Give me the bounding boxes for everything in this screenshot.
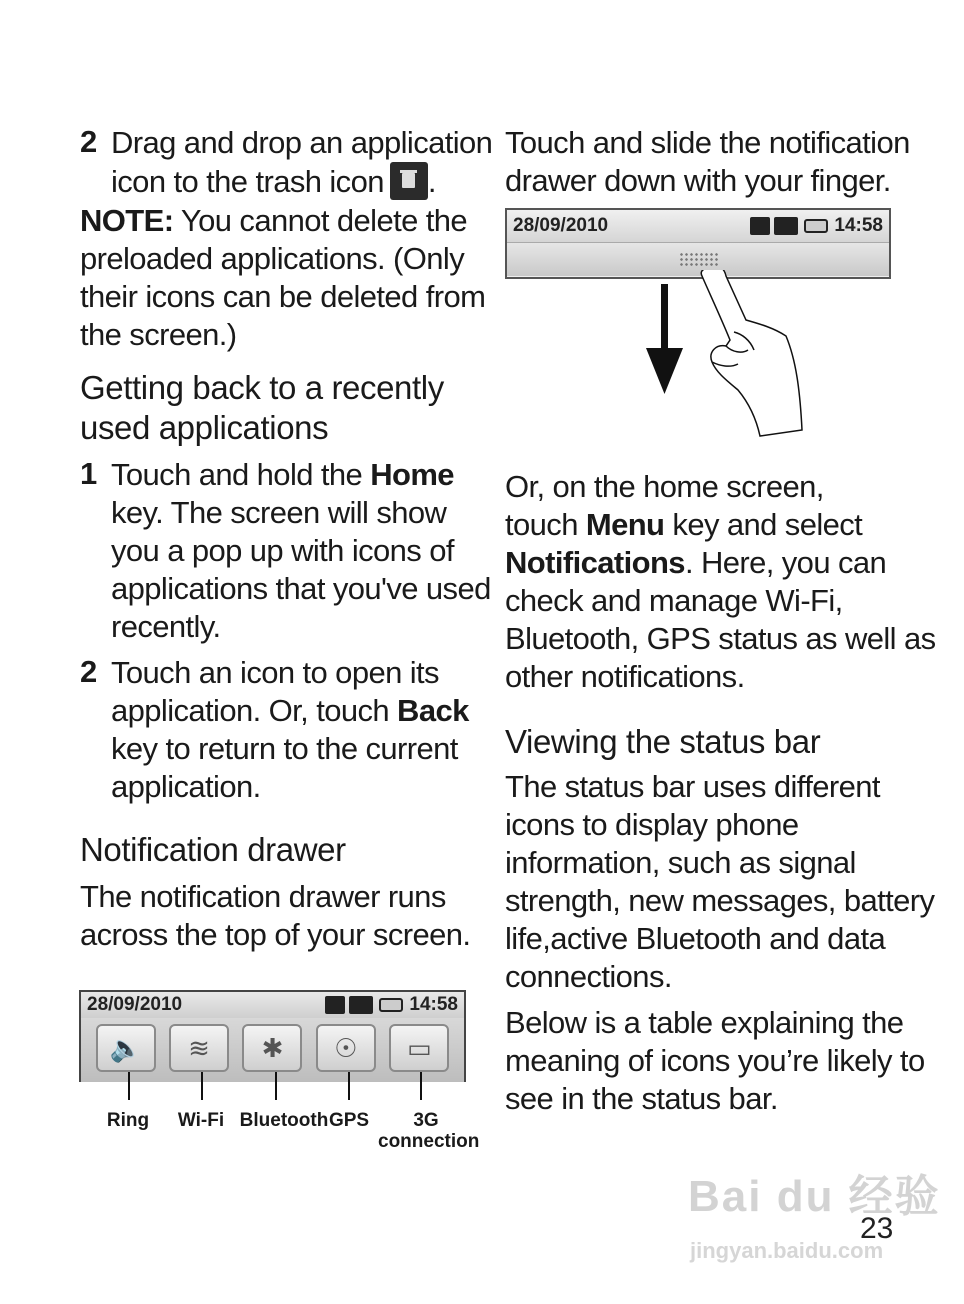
toggle-row bbox=[81, 1018, 464, 1082]
status-bar bbox=[81, 992, 464, 1018]
hand-icon bbox=[701, 270, 802, 436]
heading-recent-apps: Getting back to a recently used applications bbox=[80, 369, 444, 446]
notification-drawer-image bbox=[79, 990, 466, 1082]
callout-line bbox=[201, 1072, 203, 1100]
baidu-watermark-url: jingyan.baidu.com bbox=[690, 1238, 884, 1263]
status-bar-image bbox=[505, 208, 891, 279]
step-text: Touch an icon to open its application. Or, touch Back key to return to the current application. bbox=[111, 655, 469, 804]
step-text: Drag and drop an application icon to the trash icon . bbox=[111, 125, 493, 199]
callout-line bbox=[275, 1072, 277, 1100]
heading-notification-drawer: Notification drawer bbox=[80, 831, 346, 868]
status-date: 28/09/2010 bbox=[87, 994, 183, 1015]
note: NOTE: You cannot delete the preloaded applications. (Only their icons can be deleted from the screen.) bbox=[80, 203, 486, 352]
arrow-down-icon bbox=[646, 348, 683, 394]
step-number: 2 bbox=[80, 654, 98, 689]
label-gps: GPS bbox=[328, 1110, 370, 1131]
callout-line bbox=[128, 1072, 130, 1100]
page-number: 23 bbox=[860, 1212, 894, 1245]
speaker-icon: 🔈 bbox=[96, 1024, 156, 1072]
label-3g-connection: 3G connection bbox=[378, 1110, 480, 1152]
step-number: 2 bbox=[80, 124, 98, 159]
signal-icon bbox=[774, 217, 798, 235]
battery-icon bbox=[804, 219, 828, 233]
status-date: 28/09/2010 bbox=[513, 215, 609, 236]
baidu-watermark-logo: Bai du 经验 bbox=[688, 1172, 941, 1221]
table-intro: Below is a table explaining the meaning of icons you’re likely to see in the status bar. bbox=[505, 1005, 925, 1116]
signal-icon bbox=[349, 996, 373, 1014]
trash-icon bbox=[390, 162, 428, 200]
status-time: 14:58 bbox=[409, 994, 458, 1015]
battery-icon bbox=[379, 998, 403, 1012]
status-bar-description: The status bar uses different icons to display phone information, such as signal strength, new messages, battery life,active Bluetooth and data connections. bbox=[505, 769, 935, 994]
callout-line bbox=[420, 1072, 422, 1100]
3g-icon: ▭ bbox=[389, 1024, 449, 1072]
gps-icon: ☉ bbox=[316, 1024, 376, 1072]
grip-icon bbox=[679, 252, 719, 268]
sim-icon bbox=[750, 217, 770, 235]
label-bluetooth: Bluetooth bbox=[239, 1110, 329, 1131]
step-number: 1 bbox=[80, 456, 98, 491]
menu-instruction: Or, on the home screen, touch Menu key and select Notifications. Here, you can check and manage Wi-Fi, Bluetooth, GPS status as well as other notifications. bbox=[505, 469, 936, 694]
heading-status-bar: Viewing the status bar bbox=[505, 723, 821, 760]
label-wifi: Wi-Fi bbox=[177, 1110, 225, 1131]
swipe-down-illustration bbox=[630, 270, 820, 440]
slide-instruction: Touch and slide the notification drawer down with your finger. bbox=[505, 125, 910, 198]
status-time: 14:58 bbox=[834, 215, 883, 236]
status-bar bbox=[507, 210, 889, 242]
bluetooth-icon: ✱ bbox=[242, 1024, 302, 1072]
callout-line bbox=[348, 1072, 350, 1100]
arrow-shaft bbox=[661, 284, 668, 354]
drawer-description: The notification drawer runs across the top of your screen. bbox=[80, 879, 471, 952]
wifi-icon: ≋ bbox=[169, 1024, 229, 1072]
label-ring: Ring bbox=[106, 1110, 150, 1131]
step-text: Touch and hold the Home key. The screen will show you a pop up with icons of applications that you've used recently. bbox=[111, 457, 491, 644]
sim-icon bbox=[325, 996, 345, 1014]
